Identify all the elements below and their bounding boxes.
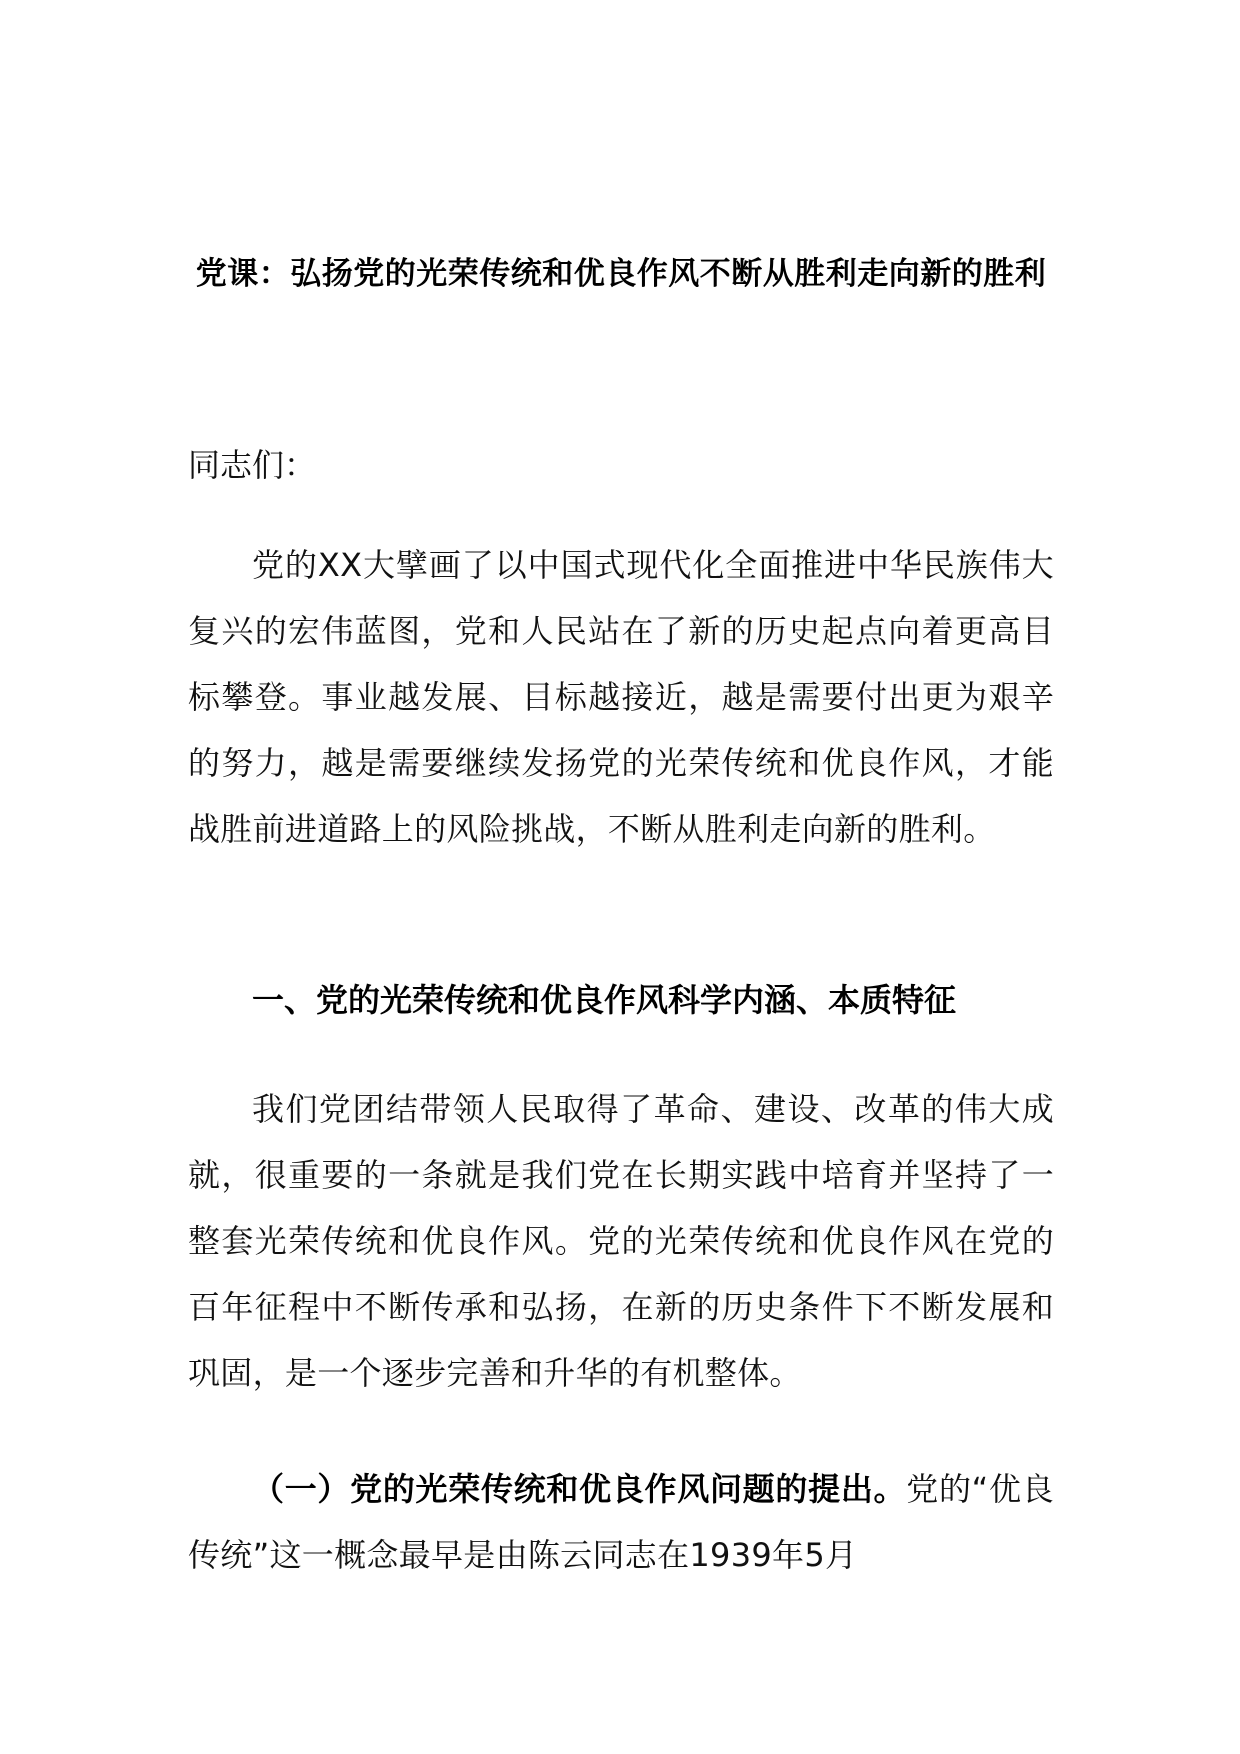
section-paragraph: 我们党团结带领人民取得了革命、建设、改革的伟大成就，很重要的一条就是我们党在长期实践中培育并坚持了一整套光荣传统和优良作风。党的光荣传统和优良作风在党的百年征程中不断传承和弘扬，在新的历史条件下不断发展和巩固，是一个逐步完善和升华的有机整体。	[188, 1090, 1054, 1392]
section-heading: 一、党的光荣传统和优良作风科学内涵、本质特征	[252, 981, 957, 1019]
intro-paragraph: 党的XX大擘画了以中国式现代化全面推进中华民族伟大复兴的宏伟蓝图，党和人民站在了新的历史起点向着更高目标攀登。事业越发展、目标越接近，越是需要付出更为艰辛的努力，越是需要继续发扬党的光荣传统和优良作风，才能战胜前进道路上的风险挑战，不断从胜利走向新的胜利。	[188, 546, 1054, 848]
salutation: 同志们：	[188, 446, 317, 484]
subsection-label: （一）党的光荣传统和优良作风问题的提出。	[252, 1470, 907, 1508]
subsection-paragraph	[188, 1456, 1054, 1588]
document-title: 党课：弘扬党的光荣传统和优良作风不断从胜利走向新的胜利	[195, 256, 1047, 292]
subsection-text: 党的“优良传统”这一概念最早是由陈云同志在1939年5月	[188, 1470, 1054, 1574]
